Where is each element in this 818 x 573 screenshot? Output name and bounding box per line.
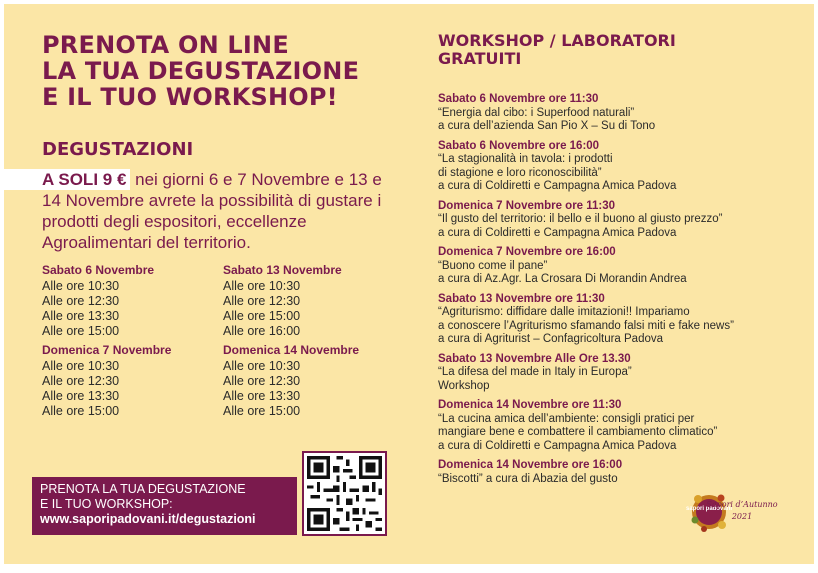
logo-tagline: Sapori d’Autunno bbox=[706, 500, 778, 509]
schedule-time: Alle ore 13:30 bbox=[42, 309, 120, 323]
schedule-day: Domenica 7 Novembre bbox=[42, 343, 172, 357]
schedule-time: Alle ore 12:30 bbox=[223, 374, 301, 388]
schedule-day: Sabato 6 Novembre bbox=[42, 263, 155, 277]
workshop-line: “La cucina amica dell’ambiente: consigli pratici per bbox=[438, 412, 695, 425]
workshop-heading-line: WORKSHOP / LABORATORI bbox=[438, 31, 676, 50]
workshop-item bbox=[438, 246, 788, 287]
workshop-line: a cura di Agriturist – Confagricoltura Padova bbox=[438, 333, 664, 345]
workshop-item bbox=[438, 293, 788, 347]
schedule-time: Alle ore 13:30 bbox=[223, 389, 301, 403]
qr-code-icon[interactable] bbox=[302, 451, 387, 536]
schedule-time: Alle ore 16:00 bbox=[223, 324, 301, 338]
workshop-line: “Biscotti” a cura di Abazia del gusto bbox=[438, 472, 618, 485]
degustazioni-heading: DEGUSTAZIONI bbox=[42, 139, 194, 160]
workshop-date: Domenica 7 Novembre ore 11:30 bbox=[438, 199, 616, 212]
workshop-item bbox=[438, 353, 788, 394]
schedule-time: Alle ore 12:30 bbox=[42, 294, 120, 308]
booking-banner bbox=[32, 477, 297, 535]
workshop-date: Sabato 13 Novembre Alle Ore 13.30 bbox=[438, 352, 631, 365]
schedule-day: Sabato 13 Novembre bbox=[223, 263, 342, 277]
schedule-time: Alle ore 10:30 bbox=[42, 359, 120, 373]
workshop-line: “Il gusto del territorio: il bello e il buono al giusto prezzo” bbox=[438, 213, 723, 225]
workshop-item bbox=[438, 93, 788, 134]
intro-first-line: nei giorni 6 e 7 Novembre e bbox=[130, 170, 344, 189]
workshop-date: Domenica 14 Novembre ore 11:30 bbox=[438, 399, 622, 411]
workshop-line: mangiare bene e combattere il cambiamento climatico” bbox=[438, 426, 718, 438]
schedule-time: Alle ore 10:30 bbox=[42, 279, 120, 293]
main-title-line: E IL TUO WORKSHOP! bbox=[42, 83, 338, 111]
workshop-date: Sabato 13 Novembre ore 11:30 bbox=[438, 292, 605, 305]
workshop-line: “Energia dal cibo: i Superfood naturali” bbox=[438, 106, 635, 119]
workshop-item bbox=[438, 200, 788, 241]
schedule-time: Alle ore 15:00 bbox=[42, 404, 120, 418]
workshop-heading-line: GRATUITI bbox=[438, 49, 522, 68]
schedule-time: Alle ore 10:30 bbox=[223, 279, 301, 293]
main-title-line: PRENOTA ON LINE bbox=[42, 31, 289, 59]
main-title bbox=[42, 32, 359, 110]
workshop-item bbox=[438, 459, 788, 486]
workshop-line: a cura di Coldiretti e Campagna Amica Padova bbox=[438, 226, 677, 239]
schedule-block bbox=[42, 263, 154, 339]
booking-url-link[interactable]: www.saporipadovani.it/degustazioni bbox=[40, 512, 256, 526]
schedule-block bbox=[223, 263, 342, 339]
flyer bbox=[4, 4, 814, 564]
workshop-item bbox=[438, 140, 788, 194]
workshop-line: a cura dell’azienda San Pio X – Su di Tono bbox=[438, 120, 656, 132]
workshop-line: a cura di Coldiretti e Campagna Amica Padova bbox=[438, 439, 677, 452]
logo-brand: sapori padovani bbox=[685, 506, 733, 512]
schedule-day: Domenica 14 Novembre bbox=[223, 343, 360, 357]
sapori-autunno-logo bbox=[685, 487, 778, 537]
workshop-line: “La difesa del made in Italy in Europa” bbox=[438, 366, 632, 378]
workshop-line: di stagione e loro riconoscibilità” bbox=[438, 166, 602, 179]
schedule-time: Alle ore 15:00 bbox=[223, 404, 301, 418]
schedule-time: Alle ore 15:00 bbox=[223, 309, 301, 323]
workshop-date: Domenica 7 Novembre ore 16:00 bbox=[438, 246, 616, 258]
schedule-time: Alle ore 13:30 bbox=[42, 389, 120, 403]
booking-line: PRENOTA LA TUA DEGUSTAZIONE bbox=[40, 482, 246, 496]
degustazioni-intro bbox=[42, 169, 387, 253]
workshop-list bbox=[438, 93, 788, 492]
schedule-block bbox=[42, 343, 171, 419]
workshop-line: a cura di Coldiretti e Campagna Amica Padova bbox=[438, 180, 677, 192]
workshop-date: Sabato 6 Novembre ore 16:00 bbox=[438, 139, 600, 152]
price-badge: A SOLI 9 € bbox=[4, 169, 130, 190]
workshop-line: a cura di Az.Agr. La Crosara Di Morandin Andrea bbox=[438, 273, 687, 285]
schedule-time: Alle ore 12:30 bbox=[42, 374, 120, 388]
workshop-item bbox=[438, 399, 788, 453]
workshop-line: Workshop bbox=[438, 379, 490, 392]
workshop-heading bbox=[438, 32, 676, 68]
schedule-time: Alle ore 10:30 bbox=[223, 359, 301, 373]
workshop-date: Domenica 14 Novembre ore 16:00 bbox=[438, 459, 623, 471]
workshop-date: Sabato 6 Novembre ore 11:30 bbox=[438, 93, 599, 105]
workshop-line: “Buono come il pane” bbox=[438, 259, 548, 272]
workshop-line: “Agriturismo: diffidare dalle imitazioni!! Impariamo bbox=[438, 306, 690, 318]
schedule-time: Alle ore 15:00 bbox=[42, 324, 120, 338]
main-title-line: LA TUA DEGUSTAZIONE bbox=[42, 57, 360, 85]
booking-line: E IL TUO WORKSHOP: bbox=[40, 497, 173, 511]
schedule-block bbox=[223, 343, 359, 419]
workshop-line: a conoscere l’Agriturismo sfamando falsi miti e fake news” bbox=[438, 319, 734, 332]
schedule-time: Alle ore 12:30 bbox=[223, 294, 301, 308]
intro-rest: 13 e 14 Novembre avrete la possibilità di gustare i prodotti degli espositori, eccellenze Agroalimentari del territorio. bbox=[42, 170, 382, 252]
workshop-line: “La stagionalità in tavola: i prodotti bbox=[438, 153, 613, 165]
logo-year: 2021 bbox=[731, 512, 753, 521]
